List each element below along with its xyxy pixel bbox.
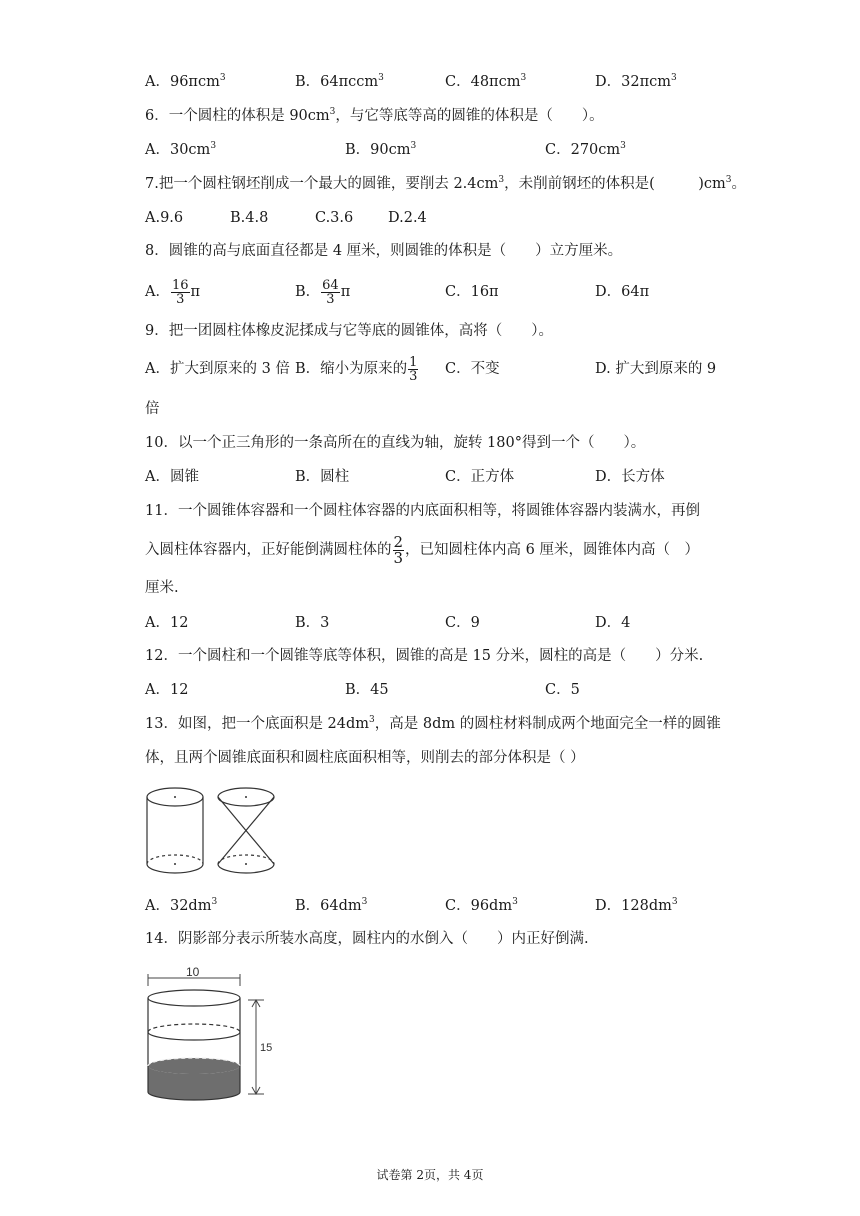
q9-option-b: B．缩小为原来的 $\frac{1}{3}$: [295, 354, 418, 384]
q12-question: 12．一个圆柱和一个圆锥等底等体积，圆锥的高是 15 分米，圆柱的高是（ ）分米.: [145, 648, 704, 664]
q8-question: 8．圆锥的高与底面直径都是 4 厘米，则圆锥的体积是（ ）立方厘米。: [145, 243, 623, 259]
q11-option-a: A．12: [145, 615, 189, 631]
q8-option-d: D．64π: [595, 284, 650, 300]
q9-option-d-continued: 倍: [145, 401, 160, 417]
q11-question-line2: 入圆柱体容器内，正好能倒满圆柱体的 $\frac{2}{3}$ ，已知圆柱体内高 6 厘米，圆锥体内高（ ）: [145, 532, 699, 567]
q10-option-b: B．圆柱: [295, 469, 350, 485]
q5-option-b: B．64πccm$^3$: [295, 73, 384, 90]
height-label: 15: [260, 1042, 273, 1054]
q10-option-d: D．长方体: [595, 469, 665, 485]
cylinder-bottom-front: [147, 864, 203, 873]
cone-bottom-front: [218, 864, 274, 873]
q8-option-b: B． $\frac{64}{3}$ π: [295, 277, 351, 307]
q13-option-b: B．$64dm^3$: [295, 897, 368, 914]
container-top-ellipse: [148, 990, 240, 1006]
q8-option-c: C．16π: [445, 284, 499, 300]
cylinder-top-center: [174, 796, 176, 798]
q13-figure: [143, 784, 283, 879]
q10-option-c: C．正方体: [445, 469, 515, 485]
q12-option-a: A．12: [145, 682, 189, 698]
cylinder-bottom-center: [174, 863, 176, 865]
q7-option-b: B.4.8: [230, 210, 269, 226]
fraction: $\frac{16}{3}$: [171, 277, 189, 307]
cone-bottom-back: [218, 855, 274, 864]
mid-level-front: [148, 1032, 240, 1040]
q11-question-line3: 厘米.: [145, 580, 179, 596]
q5-option-a: A．96πcm$^3$: [145, 73, 226, 90]
cone-bottom-center: [245, 863, 247, 865]
q14-question: 14．阴影部分表示所装水高度，圆柱内的水倒入（ ）内正好倒满.: [145, 931, 589, 947]
cone-top-center: [245, 796, 247, 798]
q11-option-b: B．3: [295, 615, 330, 631]
q13-question-line2: 体，且两个圆锥底面积和圆柱底面积相等，则削去的部分体积是（ ）: [145, 750, 585, 766]
q6-option-a: A．$30cm^3$: [145, 141, 217, 158]
q6-option-c: C．$270cm^3$: [545, 141, 626, 158]
q7-option-a: A.9.6: [145, 210, 184, 226]
q8-option-a: A． $\frac{16}{3}$ π: [145, 277, 201, 307]
fraction: $\frac{64}{3}$: [322, 277, 339, 307]
q14-figure: [140, 960, 280, 1105]
q13-question-line1: 13．如图，把一个底面积是 $24dm^3$，高是 8dm 的圆柱材料制成两个地面完全一样的圆锥: [145, 715, 721, 732]
q9-question: 9．把一团圆柱体橡皮泥揉成与它等底的圆锥体，高将（ ）。: [145, 323, 553, 339]
width-label: 10: [186, 965, 200, 979]
q7-question: 7.把一个圆柱钢坯削成一个最大的圆锥，要削去 $2.4cm^3$，未削前钢坯的体积是( )$cm^3$。: [145, 175, 747, 192]
q12-option-b: B．45: [345, 682, 389, 698]
mid-level-back: [148, 1024, 240, 1032]
q10-option-a: A．圆锥: [145, 469, 199, 485]
q11-option-d: D．4: [595, 615, 631, 631]
fraction: $\frac{2}{3}$: [393, 532, 404, 567]
q9-option-d: D. 扩大到原来的 9: [595, 361, 717, 377]
q7-option-d: D.2.4: [388, 210, 427, 226]
q6-option-b: B．$90cm^3$: [345, 141, 417, 158]
q13-option-c: C．$96dm^3$: [445, 897, 518, 914]
q9-option-c: C．不变: [445, 361, 500, 377]
cylinder-bottom-back: [147, 855, 203, 864]
q13-option-d: D．$128dm^3$: [595, 897, 678, 914]
q5-option-c: C．48πcm$^3$: [445, 73, 527, 90]
q9-option-a: A．扩大到原来的 3 倍: [145, 361, 290, 377]
q10-question: 10．以一个正三角形的一条高所在的直线为轴，旋转 180°得到一个（ ）。: [145, 435, 646, 451]
q6-question: 6．一个圆柱的体积是 $90cm^3$，与它等底等高的圆锥的体积是（ ）。: [145, 107, 604, 124]
q5-option-d: D．32πcm$^3$: [595, 73, 677, 90]
q13-option-a: A．$32dm^3$: [145, 897, 218, 914]
q7-option-c: C.3.6: [315, 210, 354, 226]
fraction: $\frac{1}{3}$: [409, 354, 418, 384]
page-footer: 试卷第 2页，共 4页: [376, 1168, 484, 1182]
q11-option-c: C．9: [445, 615, 480, 631]
q12-option-c: C．5: [545, 682, 580, 698]
q11-question-line1: 11．一个圆锥体容器和一个圆柱体容器的内底面积相等，将圆锥体容器内装满水，再倒: [145, 503, 700, 519]
